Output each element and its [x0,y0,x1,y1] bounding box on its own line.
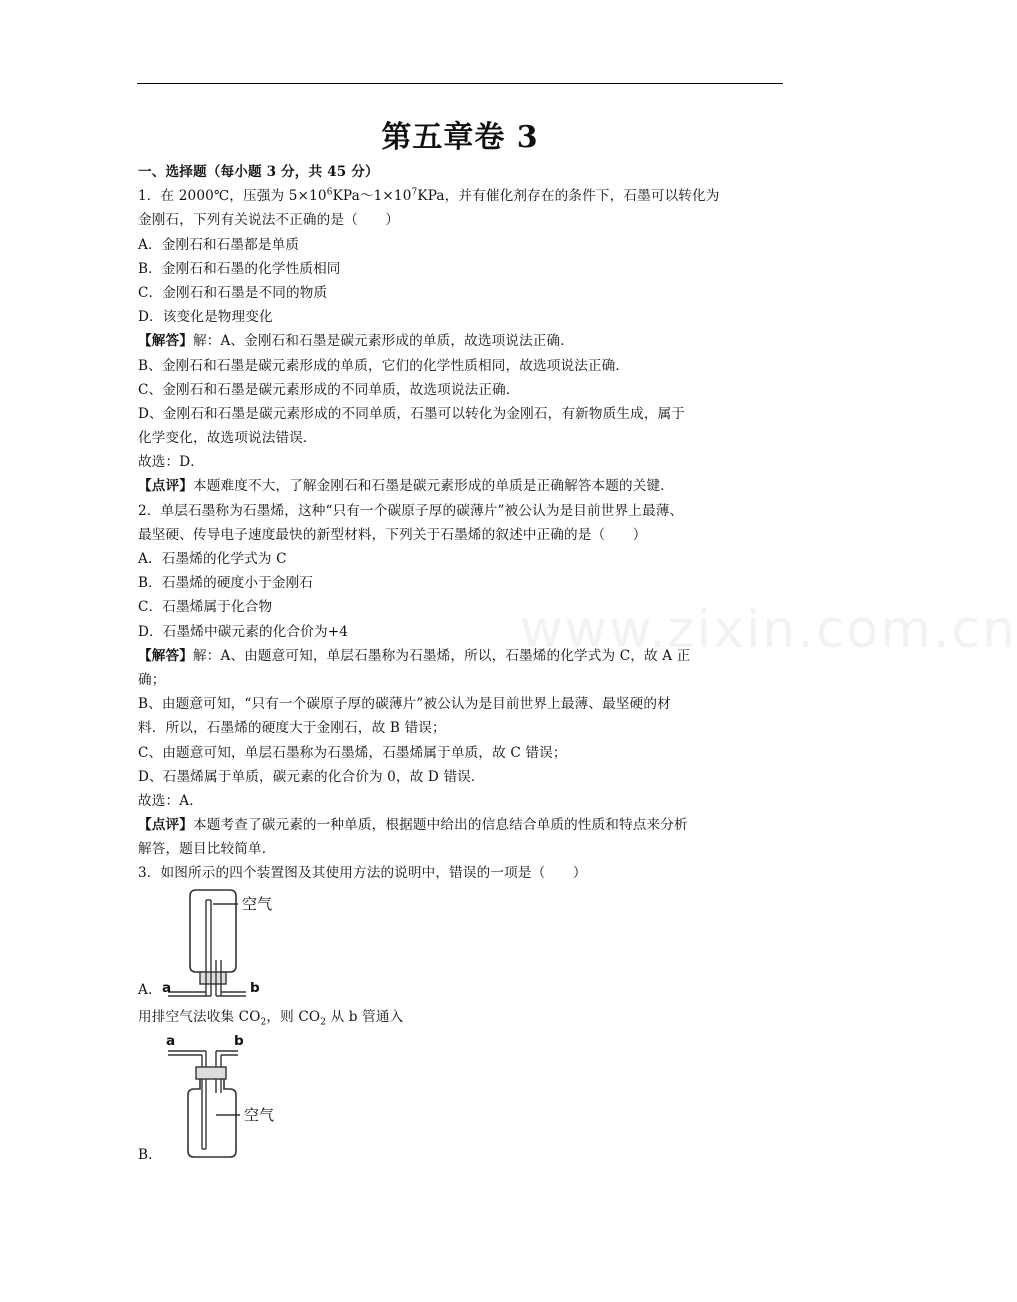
q2-option-b: B．石墨烯的硬度小于金刚石 [138,575,314,592]
q1-answer-line: 【解答】解：A、金刚石和石墨是碳元素形成的单质，故选项说法正确． [138,333,575,350]
q1-answer-line: D、金刚石和石墨是碳元素形成的不同单质，石墨可以转化为金刚石，有新物质生成，属于 [138,405,686,422]
q2-answer-line: 【解答】解：A、由题意可知，单层石墨称为石墨烯，所以，石墨烯的化学式为 C，故 A 正 [138,647,691,664]
watermark: www.zixin.com.cn [520,600,1017,660]
q2-option-c: C．石墨烯属于化合物 [138,599,273,616]
figure-a-diagram [138,886,438,1001]
q2-comment: 【点评】本题考查了碳元素的一种单质，根据题中给出的信息结合单质的性质和特点来分析 [138,817,688,834]
q2-answer-line: 确； [138,671,166,688]
document-body [138,160,788,1161]
figure-a-label-air: 空气 [242,894,273,913]
figure-b-label-a: a [166,1032,176,1049]
q2-answer-line: 故选：A． [138,792,203,809]
q1-answer-line: 故选：D． [138,454,205,471]
figure-b-label-b: b [234,1032,244,1049]
figure-a-label-b: b [250,979,260,996]
q1-option-b: B．金刚石和石墨的化学性质相同 [138,260,341,277]
figure-b-diagram [138,1031,438,1161]
figure-a-label-a: a [162,979,172,996]
q1-stem-line-1: 1．在 2000℃，压强为 $5\times 10^6KPa\sim 1\times 10^7KPa$，并有催化剂存在的条件下，石墨可以转化为 [138,187,720,205]
q2-option-d: D．石墨烯中碳元素的化合价为+4 [138,623,349,640]
figure-a [138,886,438,1001]
q1-comment: 【点评】本题难度不大，了解金刚石和石墨是碳元素形成的单质是正确解答本题的关键． [138,478,675,495]
q2-answer-line: 料．所以，石墨烯的硬度大于金刚石，故 B 错误； [138,720,446,737]
section-heading: 一、选择题（每小题 3 分，共 45 分） [138,164,379,180]
page-title: 第五章卷 3 [381,120,539,155]
q1-answer-line: 化学变化，故选项说法错误． [138,430,317,447]
q2-answer-line: B、由题意可知，“只有一个碳原子厚的碳薄片”被公认为是目前世界上最薄、最坚硬的材 [138,696,671,713]
q2-stem-line-2: 最坚硬、传导电子速度最快的新型材料，下列关于石墨烯的叙述中正确的是（ ） [138,526,647,543]
q1-stem-line-2: 金刚石，下列有关说法不正确的是（ ） [138,212,400,229]
q1-option-d: D．该变化是物理变化 [138,309,273,326]
q2-answer-line: D、石墨烯属于单质，碳元素的化合价为 0，故 D 错误． [138,768,485,785]
figure-a-description: 用排空气法收集 $CO_2$，则 $CO_2$ 从 b 管通入 [138,1008,404,1028]
q2-option-a: A．石墨烯的化学式为 C [138,551,287,567]
figure-a-option-label: A. [138,981,153,998]
q1-option-c: C．金刚石和石墨是不同的物质 [138,284,328,301]
q1-answer-line: C、金刚石和石墨是碳元素形成的不同单质，故选项说法正确． [138,381,520,398]
q2-comment-cont: 解答，题目比较简单． [138,841,276,858]
q3-stem: 3．如图所示的四个装置图及其使用方法的说明中，错误的一项是（ ） [138,865,587,882]
q1-answer-line: B、金刚石和石墨是碳元素形成的单质，它们的化学性质相同，故选项说法正确． [138,357,630,374]
q2-answer-line: C、由题意可知，单层石墨称为石墨烯，石墨烯属于单质，故 C 错误； [138,744,567,761]
q2-stem-line-1: 2．单层石墨称为石墨烯，这种“只有一个碳原子厚的碳薄片”被公认为是目前世界上最薄、 [138,502,684,519]
figure-b [138,1031,438,1161]
figure-b-option-label: B. [138,1146,153,1163]
q1-option-a: A．金刚石和石墨都是单质 [138,236,300,253]
header-rule [137,83,783,84]
figure-b-label-air: 空气 [244,1105,275,1124]
